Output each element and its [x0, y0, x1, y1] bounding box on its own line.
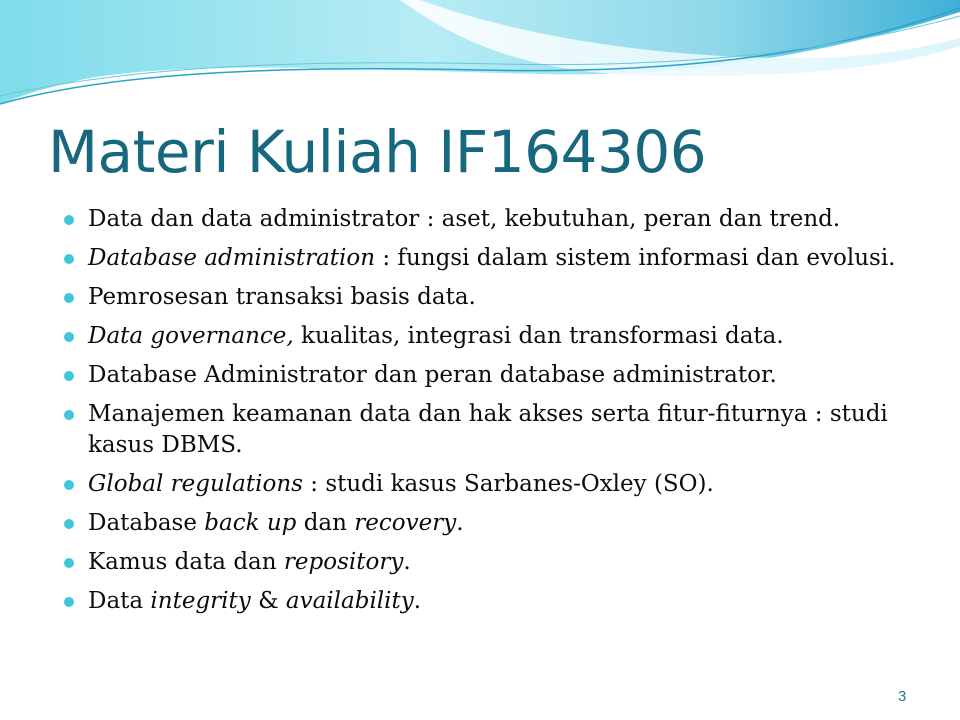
bullet-item [64, 243, 904, 274]
bullet-item [64, 508, 904, 539]
slide-title: Materi Kuliah IF164306 [48, 118, 707, 186]
bullet-item [64, 360, 904, 391]
bullet-item [64, 399, 904, 461]
bullet-item [64, 204, 904, 235]
bullet-text: back up [204, 510, 297, 536]
header-wave-decoration [0, 0, 960, 110]
bullet-item [64, 586, 904, 617]
bullet-text: dan [296, 510, 355, 536]
bullet-text: Kamus data dan [88, 549, 284, 575]
bullet-dot-icon [64, 371, 74, 381]
bullet-dot-icon [64, 597, 74, 607]
bullet-text: Database [88, 510, 205, 536]
bullet-text: Global regulations [88, 471, 303, 497]
bullet-dot-icon [64, 332, 74, 342]
bullet-text: recovery [354, 510, 457, 536]
bullet-dot-icon [64, 410, 74, 420]
bullet-dot-icon [64, 293, 74, 303]
bullet-text: . [403, 549, 411, 575]
page-number: 3 [898, 688, 907, 705]
bullet-text: : studi kasus Sarbanes-Oxley (SO). [302, 471, 714, 497]
bullet-text: Pemrosesan transaksi basis data. [88, 284, 476, 310]
bullet-dot-icon [64, 480, 74, 490]
bullet-item [64, 321, 904, 352]
bullet-text: Data [88, 588, 151, 614]
bullet-text: . [456, 510, 464, 536]
bullet-text: Database administration [88, 245, 376, 271]
bullet-text: integrity [150, 588, 251, 614]
bullet-text: kualitas, integrasi dan transformasi data. [293, 323, 784, 349]
bullet-text: availability [285, 588, 414, 614]
bullet-dot-icon [64, 215, 74, 225]
bullet-text: Data governance, [88, 323, 294, 349]
bullet-list [64, 204, 904, 625]
bullet-text: : fungsi dalam sistem informasi dan evolusi. [375, 245, 896, 271]
bullet-text: & [250, 588, 286, 614]
bullet-text: . [413, 588, 422, 614]
bullet-dot-icon [64, 254, 74, 264]
bullet-item [64, 547, 904, 578]
bullet-text: repository [283, 549, 404, 575]
bullet-item [64, 469, 904, 500]
bullet-dot-icon [64, 519, 74, 529]
bullet-text: Data dan data administrator : aset, kebutuhan, peran dan trend. [88, 206, 841, 232]
bullet-item [64, 282, 904, 313]
bullet-dot-icon [64, 558, 74, 568]
bullet-text: Manajemen keamanan data dan hak akses serta fitur-fiturnya : studi kasus DBMS. [88, 401, 888, 458]
bullet-text: Database Administrator dan peran database administrator. [88, 362, 777, 388]
